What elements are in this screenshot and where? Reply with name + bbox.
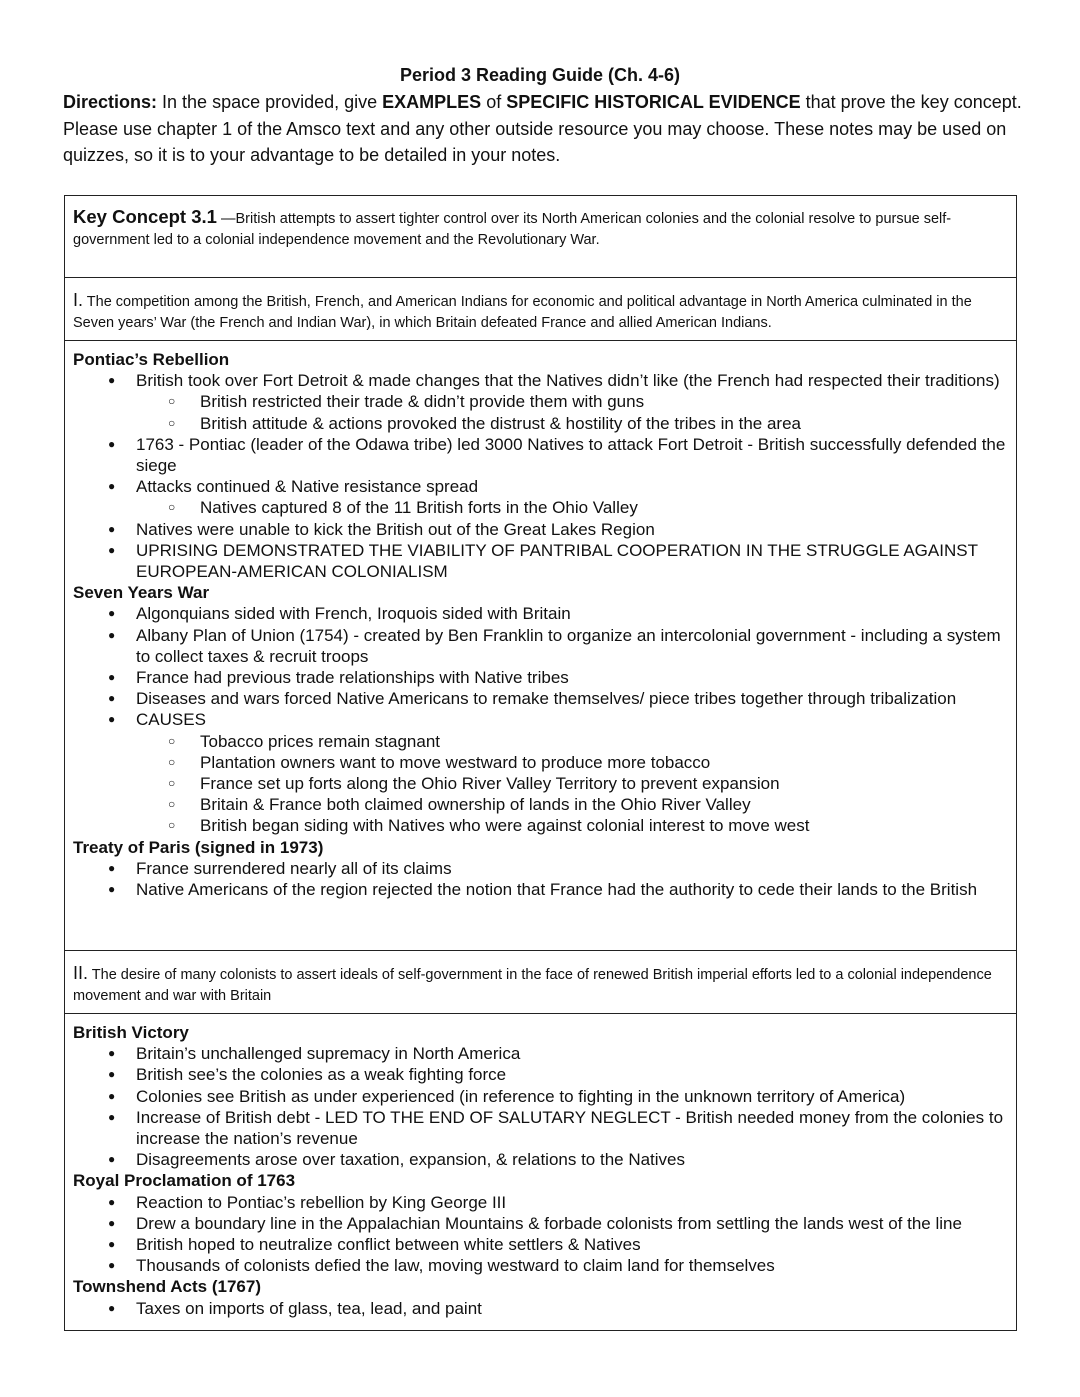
section-number: I. xyxy=(73,290,84,310)
list-item: ● Drew a boundary line in the Appalachian Mountains & forbade colonists from settling the lands west of the line xyxy=(73,1213,1008,1234)
section-2-cell xyxy=(65,951,1016,1014)
heading-british-victory: British Victory xyxy=(73,1023,189,1042)
list-item: ● Britain’s unchallenged supremacy in North America xyxy=(73,1043,1008,1064)
list-item: ● CAUSES xyxy=(73,709,1008,730)
list-item: ● 1763 - Pontiac (leader of the Odawa tribe) led 3000 Natives to attack Fort Detroit - British successfully defended the siege xyxy=(73,434,1008,476)
list-item: ● France had previous trade relationships with Native tribes xyxy=(73,667,1008,688)
list-item: ○ Tobacco prices remain stagnant xyxy=(73,731,1008,752)
notes-2-cell xyxy=(65,1014,1016,1330)
list-item: ○ Natives captured 8 of the 11 British forts in the Ohio Valley xyxy=(73,497,1008,518)
section-text: The desire of many colonists to assert ideals of self-government in the face of renewed British imperial efforts led to a colonial independence movement and war with Britain xyxy=(73,967,992,1004)
notes-1-cell xyxy=(65,341,1016,951)
list-item: ● British see’s the colonies as a weak fighting force xyxy=(73,1064,1008,1085)
heading-pontiacs-rebellion: Pontiac’s Rebellion xyxy=(73,350,230,369)
list-item: ● Diseases and wars forced Native Americans to remake themselves/ piece tribes together through tribalization xyxy=(73,688,1008,709)
directions-emphasis: SPECIFIC HISTORICAL EVIDENCE xyxy=(506,92,801,112)
list-item: ● Thousands of colonists defied the law, moving westward to claim land for themselves xyxy=(73,1255,1008,1276)
reading-guide-table xyxy=(64,195,1017,1331)
directions-emphasis: EXAMPLES xyxy=(382,92,482,112)
list-victory xyxy=(73,1043,1008,1170)
list-item: ● Native Americans of the region rejected the notion that France had the authority to cede their lands to the British xyxy=(73,879,1008,900)
list-item: ○ Britain & France both claimed ownership of lands in the Ohio River Valley xyxy=(73,794,1008,815)
list-seven-years xyxy=(73,603,1008,836)
list-treaty xyxy=(73,858,1008,900)
list-townshend xyxy=(73,1298,1008,1319)
list-item: ● Reaction to Pontiac’s rebellion by King George III xyxy=(73,1192,1008,1213)
directions-text: In the space provided, give xyxy=(157,92,383,112)
list-proclamation xyxy=(73,1192,1008,1277)
list-item: ● UPRISING DEMONSTRATED THE VIABILITY OF PANTRIBAL COOPERATION IN THE STRUGGLE AGAINST EUROPEAN-AMERICAN COLONIALISM xyxy=(73,540,1008,582)
list-item: ● Albany Plan of Union (1754) - created by Ben Franklin to organize an intercolonial government - including a system to collect taxes & recruit troops xyxy=(73,625,1008,667)
list-item: ● Increase of British debt - LED TO THE END OF SALUTARY NEGLECT - British needed money from the colonies to increase the nation’s revenue xyxy=(73,1107,1008,1149)
directions-text: that prove the key concept. Please use chapter 1 of the Amsco text and any other outside resource you may choose. These notes may be used on quizzes, so it is to your advantage to be detailed in your notes. xyxy=(63,92,1022,165)
heading-treaty-of-paris: Treaty of Paris (signed in 1973) xyxy=(73,837,324,857)
list-item: ● British hoped to neutralize conflict between white settlers & Natives xyxy=(73,1234,1008,1255)
list-item: ● Colonies see British as under experienced (in reference to fighting in the unknown territory of America) xyxy=(73,1086,1008,1107)
section-text: The competition among the British, French, and American Indians for economic and political advantage in North America culminated in the Seven years’ War (the French and Indian War), in which Britain defeated France and allied American Indians. xyxy=(73,294,972,331)
key-concept-text: —British attempts to assert tighter control over its North American colonies and the colonial resolve to pursue self-government led to a colonial independence movement and the Revolutionary War. xyxy=(73,211,952,248)
list-item: ● Disagreements arose over taxation, expansion, & relations to the Natives xyxy=(73,1149,1008,1170)
list-pontiac xyxy=(73,370,1008,582)
directions xyxy=(63,89,1023,169)
list-item: ● Attacks continued & Native resistance spread xyxy=(73,476,1008,497)
list-item: ● France surrendered nearly all of its claims xyxy=(73,858,1008,879)
key-concept-label: Key Concept 3.1 xyxy=(73,206,217,227)
list-item: ● Taxes on imports of glass, tea, lead, and paint xyxy=(73,1298,1008,1319)
list-item: ● Algonquians sided with French, Iroquois sided with Britain xyxy=(73,603,1008,624)
heading-royal-proclamation: Royal Proclamation of 1763 xyxy=(73,1171,296,1191)
directions-text: of xyxy=(481,92,507,112)
list-item: ○ British restricted their trade & didn’t provide them with guns xyxy=(73,391,1008,412)
section-number: II. xyxy=(73,963,89,983)
section-1-cell xyxy=(65,278,1016,341)
list-item: ○ British attitude & actions provoked the distrust & hostility of the tribes in the area xyxy=(73,413,1008,434)
heading-seven-years-war: Seven Years War xyxy=(73,583,210,603)
heading-townshend-acts: Townshend Acts (1767) xyxy=(73,1277,261,1297)
list-item: ○ France set up forts along the Ohio River Valley Territory to prevent expansion xyxy=(73,773,1008,794)
key-concept-cell xyxy=(65,196,1016,278)
list-item: ○ Plantation owners want to move westward to produce more tobacco xyxy=(73,752,1008,773)
list-item: ○ British began siding with Natives who were against colonial interest to move west xyxy=(73,815,1008,836)
directions-label: Directions: xyxy=(63,92,158,112)
page-title: Period 3 Reading Guide (Ch. 4-6) xyxy=(399,65,681,85)
list-item: ● Natives were unable to kick the British out of the Great Lakes Region xyxy=(73,519,1008,540)
list-item: ● British took over Fort Detroit & made changes that the Natives didn’t like (the French had respected their traditions) xyxy=(73,370,1008,391)
